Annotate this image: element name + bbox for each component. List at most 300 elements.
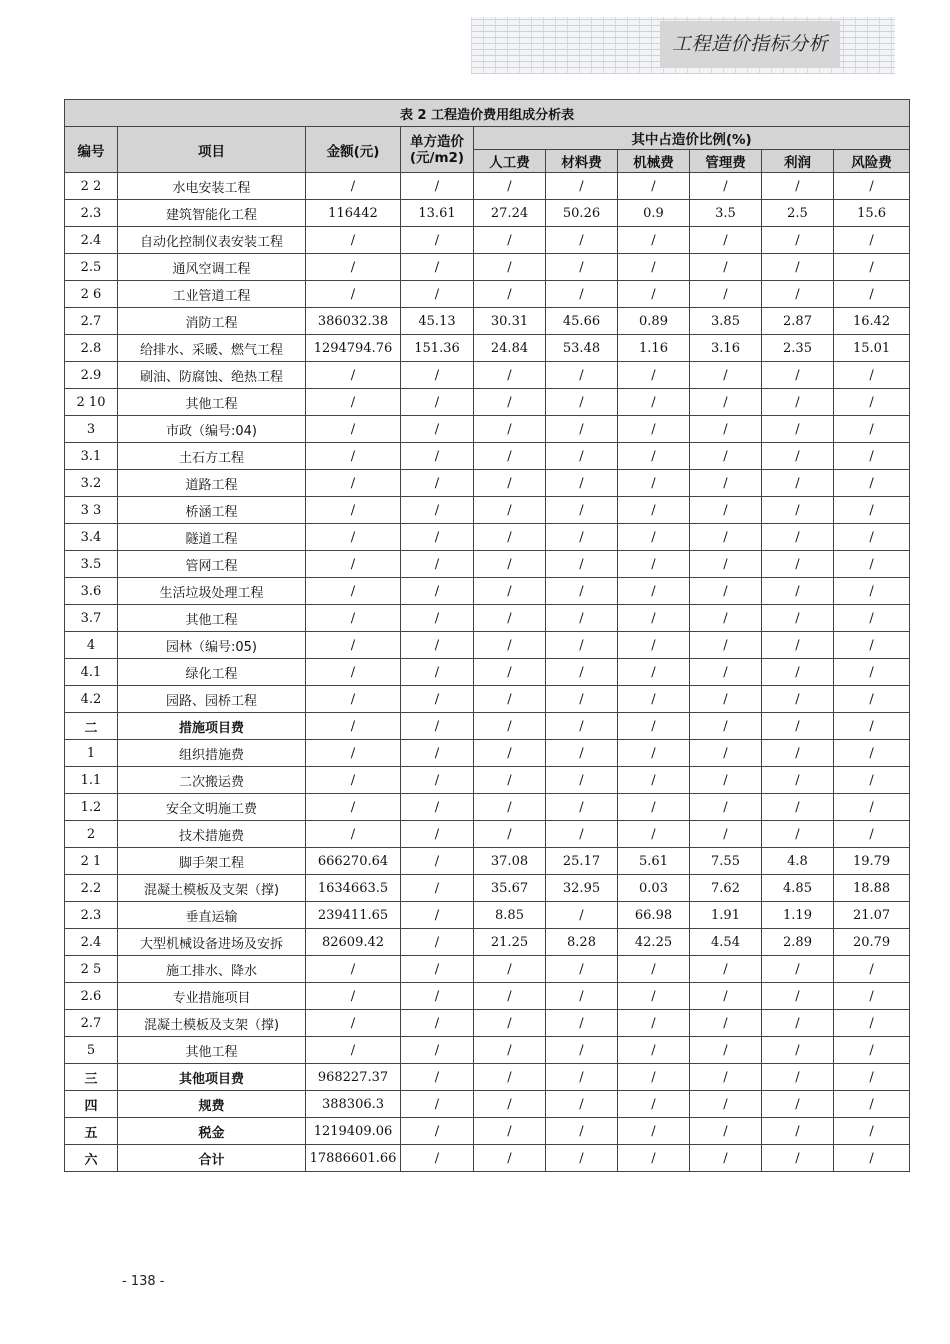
cell-profit: / (762, 254, 834, 281)
header-material: 材料费 (546, 150, 618, 173)
cell-item: 市政（编号:04) (118, 416, 306, 443)
cell-machine: / (618, 443, 690, 470)
cell-unit-price: / (401, 794, 474, 821)
cell-unit-price: / (401, 875, 474, 902)
table-row (65, 173, 910, 200)
cell-risk: / (834, 173, 910, 200)
header-code: 编号 (65, 127, 118, 173)
cell-item: 税金 (118, 1118, 306, 1145)
cell-amount: / (306, 389, 401, 416)
cell-item: 合计 (118, 1145, 306, 1172)
cell-material: / (546, 659, 618, 686)
cell-amount: / (306, 281, 401, 308)
header-amount: 金额(元) (306, 127, 401, 173)
table-row (65, 902, 910, 929)
cell-unit-price: / (401, 443, 474, 470)
table-row (65, 659, 910, 686)
cell-code: 四 (65, 1091, 118, 1118)
cell-code: 1.2 (65, 794, 118, 821)
cell-unit-price: / (401, 362, 474, 389)
cell-machine: / (618, 524, 690, 551)
cell-labor: 30.31 (474, 308, 546, 335)
cell-unit-price: / (401, 524, 474, 551)
cell-amount: 1219409.06 (306, 1118, 401, 1145)
cell-labor: / (474, 794, 546, 821)
cell-machine: / (618, 1145, 690, 1172)
cell-material: / (546, 983, 618, 1010)
cell-amount: 1634663.5 (306, 875, 401, 902)
cell-profit: / (762, 821, 834, 848)
table-row (65, 821, 910, 848)
cell-management: / (690, 1064, 762, 1091)
cell-code: 5 (65, 1037, 118, 1064)
cell-machine: / (618, 983, 690, 1010)
cell-risk: / (834, 470, 910, 497)
cell-machine: / (618, 632, 690, 659)
cell-machine: 5.61 (618, 848, 690, 875)
cell-machine: / (618, 1118, 690, 1145)
cell-item: 施工排水、降水 (118, 956, 306, 983)
table-row (65, 551, 910, 578)
cell-risk: / (834, 551, 910, 578)
cell-machine: / (618, 686, 690, 713)
cell-unit-price: / (401, 173, 474, 200)
cell-labor: / (474, 740, 546, 767)
cell-risk: / (834, 605, 910, 632)
cell-unit-price: / (401, 632, 474, 659)
cell-machine: / (618, 497, 690, 524)
table-row (65, 416, 910, 443)
cell-profit: / (762, 1064, 834, 1091)
cell-management: / (690, 1091, 762, 1118)
cell-unit-price: / (401, 227, 474, 254)
cell-labor: / (474, 524, 546, 551)
cell-unit-price: 151.36 (401, 335, 474, 362)
cell-risk: / (834, 713, 910, 740)
cell-labor: / (474, 578, 546, 605)
cell-labor: 8.85 (474, 902, 546, 929)
header-management: 管理费 (690, 150, 762, 173)
cell-management: / (690, 1010, 762, 1037)
cell-labor: / (474, 281, 546, 308)
cell-labor: / (474, 1010, 546, 1037)
cell-labor: / (474, 767, 546, 794)
cell-code: 3 3 (65, 497, 118, 524)
cell-item: 其他工程 (118, 1037, 306, 1064)
table-body (65, 173, 910, 1172)
cell-profit: / (762, 1091, 834, 1118)
cell-management: / (690, 1037, 762, 1064)
cell-labor: / (474, 254, 546, 281)
cell-material: / (546, 605, 618, 632)
cell-unit-price: / (401, 254, 474, 281)
cell-machine: / (618, 173, 690, 200)
cell-material: 53.48 (546, 335, 618, 362)
cell-amount: / (306, 956, 401, 983)
cell-unit-price: / (401, 740, 474, 767)
cell-unit-price: 45.13 (401, 308, 474, 335)
cell-amount: / (306, 416, 401, 443)
cell-machine: / (618, 1037, 690, 1064)
cell-code: 3.1 (65, 443, 118, 470)
cell-code: 2.7 (65, 1010, 118, 1037)
cell-management: / (690, 470, 762, 497)
cell-amount: / (306, 821, 401, 848)
cell-management: / (690, 416, 762, 443)
cell-code: 2.5 (65, 254, 118, 281)
cell-machine: / (618, 794, 690, 821)
cell-machine: 1.16 (618, 335, 690, 362)
table-row (65, 713, 910, 740)
cell-item: 自动化控制仪表安装工程 (118, 227, 306, 254)
cell-material: / (546, 956, 618, 983)
cell-profit: / (762, 362, 834, 389)
cell-unit-price: / (401, 848, 474, 875)
cell-labor: / (474, 605, 546, 632)
cell-risk: 15.01 (834, 335, 910, 362)
cell-profit: / (762, 686, 834, 713)
cell-material: / (546, 578, 618, 605)
cell-profit: / (762, 281, 834, 308)
cell-profit: / (762, 416, 834, 443)
cell-item: 土石方工程 (118, 443, 306, 470)
cell-material: / (546, 254, 618, 281)
cell-management: / (690, 281, 762, 308)
cell-code: 2 (65, 821, 118, 848)
cell-material: / (546, 551, 618, 578)
cell-item: 通风空调工程 (118, 254, 306, 281)
cell-management: / (690, 443, 762, 470)
cell-code: 六 (65, 1145, 118, 1172)
cell-item: 其他项目费 (118, 1064, 306, 1091)
cell-unit-price: / (401, 389, 474, 416)
cell-amount: 82609.42 (306, 929, 401, 956)
cell-labor: / (474, 1118, 546, 1145)
cell-profit: / (762, 659, 834, 686)
cell-labor: / (474, 1037, 546, 1064)
cell-machine: / (618, 254, 690, 281)
cell-machine: / (618, 956, 690, 983)
table-row (65, 983, 910, 1010)
cell-risk: / (834, 416, 910, 443)
cell-profit: / (762, 794, 834, 821)
cell-management: 3.5 (690, 200, 762, 227)
cell-item: 其他工程 (118, 389, 306, 416)
cell-management: / (690, 740, 762, 767)
cell-amount: 388306.3 (306, 1091, 401, 1118)
cell-code: 五 (65, 1118, 118, 1145)
cell-amount: / (306, 713, 401, 740)
cell-management: / (690, 524, 762, 551)
cell-profit: / (762, 578, 834, 605)
cell-labor: / (474, 659, 546, 686)
cell-profit: / (762, 524, 834, 551)
cell-profit: / (762, 389, 834, 416)
cell-item: 其他工程 (118, 605, 306, 632)
table-row (65, 497, 910, 524)
cell-amount: 968227.37 (306, 1064, 401, 1091)
table-row (65, 1010, 910, 1037)
cell-amount: / (306, 497, 401, 524)
cell-item: 安全文明施工费 (118, 794, 306, 821)
cell-management: 3.85 (690, 308, 762, 335)
cell-amount: / (306, 362, 401, 389)
cell-risk: / (834, 362, 910, 389)
cell-management: 4.54 (690, 929, 762, 956)
cell-labor: 35.67 (474, 875, 546, 902)
cell-profit: / (762, 956, 834, 983)
cell-profit: 2.35 (762, 335, 834, 362)
cell-amount: / (306, 740, 401, 767)
cell-amount: 17886601.66 (306, 1145, 401, 1172)
cell-code: 2 1 (65, 848, 118, 875)
page-number: - 138 - (122, 1274, 165, 1289)
cell-material: / (546, 443, 618, 470)
cell-unit-price: / (401, 659, 474, 686)
table-row (65, 335, 910, 362)
cell-code: 4 (65, 632, 118, 659)
cell-material: / (546, 1118, 618, 1145)
cell-labor: / (474, 497, 546, 524)
cell-machine: 66.98 (618, 902, 690, 929)
cell-management: / (690, 254, 762, 281)
cell-item: 园路、园桥工程 (118, 686, 306, 713)
header-title: 工程造价指标分析 (671, 33, 828, 55)
cell-unit-price: / (401, 1091, 474, 1118)
cell-profit: / (762, 470, 834, 497)
cell-profit: 2.5 (762, 200, 834, 227)
cell-code: 2.2 (65, 875, 118, 902)
cell-risk: / (834, 740, 910, 767)
cell-code: 2.3 (65, 200, 118, 227)
cell-amount: 386032.38 (306, 308, 401, 335)
table-row (65, 632, 910, 659)
cell-code: 4.1 (65, 659, 118, 686)
cell-unit-price: / (401, 605, 474, 632)
table-row (65, 227, 910, 254)
cell-code: 3 (65, 416, 118, 443)
cell-item: 隧道工程 (118, 524, 306, 551)
cell-management: / (690, 173, 762, 200)
cell-risk: / (834, 659, 910, 686)
cell-amount: / (306, 632, 401, 659)
cell-management: 7.62 (690, 875, 762, 902)
cell-material: 25.17 (546, 848, 618, 875)
cell-material: / (546, 362, 618, 389)
cell-management: / (690, 686, 762, 713)
cell-profit: / (762, 713, 834, 740)
cell-item: 技术措施费 (118, 821, 306, 848)
cell-code: 2.4 (65, 929, 118, 956)
cell-machine: / (618, 470, 690, 497)
cell-item: 绿化工程 (118, 659, 306, 686)
table-row (65, 1118, 910, 1145)
cell-profit: / (762, 983, 834, 1010)
cell-machine: / (618, 281, 690, 308)
cell-machine: / (618, 659, 690, 686)
cell-machine: / (618, 416, 690, 443)
cell-profit: 4.85 (762, 875, 834, 902)
cell-machine: / (618, 1010, 690, 1037)
header-unit-price-line2: (元/m2) (409, 149, 465, 166)
cell-machine: 0.9 (618, 200, 690, 227)
cell-amount: / (306, 983, 401, 1010)
table-row (65, 200, 910, 227)
cell-risk: / (834, 254, 910, 281)
cell-code: 3.4 (65, 524, 118, 551)
cell-profit: 2.89 (762, 929, 834, 956)
table-row (65, 929, 910, 956)
table-row (65, 875, 910, 902)
cell-code: 2.9 (65, 362, 118, 389)
cell-management: / (690, 632, 762, 659)
cell-material: 8.28 (546, 929, 618, 956)
cell-management: / (690, 389, 762, 416)
cell-risk: / (834, 821, 910, 848)
cell-code: 2.6 (65, 983, 118, 1010)
cell-labor: / (474, 713, 546, 740)
cell-machine: / (618, 767, 690, 794)
cell-amount: / (306, 1010, 401, 1037)
cell-item: 混凝土模板及支架（撑) (118, 875, 306, 902)
cell-item: 脚手架工程 (118, 848, 306, 875)
cell-amount: / (306, 254, 401, 281)
cell-profit: / (762, 767, 834, 794)
cell-unit-price: / (401, 1118, 474, 1145)
cell-risk: / (834, 1010, 910, 1037)
cell-profit: / (762, 1037, 834, 1064)
table-row (65, 362, 910, 389)
cell-management: / (690, 362, 762, 389)
cell-amount: 116442 (306, 200, 401, 227)
cell-amount: / (306, 578, 401, 605)
table-row (65, 1091, 910, 1118)
cell-amount: / (306, 524, 401, 551)
table-row (65, 767, 910, 794)
cell-labor: / (474, 1091, 546, 1118)
cell-material: / (546, 416, 618, 443)
cell-unit-price: / (401, 929, 474, 956)
cell-labor: / (474, 470, 546, 497)
cell-management: / (690, 227, 762, 254)
cell-amount: / (306, 659, 401, 686)
cell-management: / (690, 659, 762, 686)
cell-code: 3.2 (65, 470, 118, 497)
cell-risk: / (834, 983, 910, 1010)
table-row (65, 578, 910, 605)
header-item: 项目 (118, 127, 306, 173)
cell-unit-price: / (401, 713, 474, 740)
cell-risk: / (834, 1037, 910, 1064)
cell-management: / (690, 1145, 762, 1172)
cell-risk: / (834, 389, 910, 416)
cell-risk: / (834, 632, 910, 659)
cell-profit: 4.8 (762, 848, 834, 875)
cell-labor: / (474, 821, 546, 848)
cell-management: / (690, 794, 762, 821)
cell-profit: / (762, 632, 834, 659)
cell-labor: / (474, 551, 546, 578)
cell-risk: 16.42 (834, 308, 910, 335)
cell-material: / (546, 740, 618, 767)
cell-risk: 19.79 (834, 848, 910, 875)
cell-profit: 1.19 (762, 902, 834, 929)
cell-management: 3.16 (690, 335, 762, 362)
cell-item: 专业措施项目 (118, 983, 306, 1010)
header-risk: 风险费 (834, 150, 910, 173)
cell-management: / (690, 578, 762, 605)
cell-item: 生活垃圾处理工程 (118, 578, 306, 605)
cell-machine: / (618, 362, 690, 389)
cell-profit: / (762, 740, 834, 767)
header-machine: 机械费 (618, 150, 690, 173)
cell-amount: / (306, 605, 401, 632)
cell-unit-price: / (401, 1010, 474, 1037)
cell-profit: / (762, 1145, 834, 1172)
cell-labor: / (474, 362, 546, 389)
cell-risk: / (834, 227, 910, 254)
cell-material: / (546, 227, 618, 254)
cell-code: 4.2 (65, 686, 118, 713)
cell-code: 2 2 (65, 173, 118, 200)
cell-unit-price: / (401, 767, 474, 794)
cell-profit: / (762, 1118, 834, 1145)
cell-labor: / (474, 389, 546, 416)
cell-item: 组织措施费 (118, 740, 306, 767)
table-row (65, 470, 910, 497)
cell-labor: / (474, 956, 546, 983)
table-row (65, 281, 910, 308)
cell-unit-price: / (401, 956, 474, 983)
cell-material: / (546, 1145, 618, 1172)
cell-code: 二 (65, 713, 118, 740)
cell-risk: 20.79 (834, 929, 910, 956)
cell-management: / (690, 956, 762, 983)
cell-labor: / (474, 173, 546, 200)
cell-material: / (546, 497, 618, 524)
cell-code: 2.4 (65, 227, 118, 254)
cell-code: 2 6 (65, 281, 118, 308)
table-row (65, 254, 910, 281)
cell-unit-price: / (401, 578, 474, 605)
cell-machine: / (618, 227, 690, 254)
cell-management: / (690, 497, 762, 524)
cell-item: 规费 (118, 1091, 306, 1118)
cell-machine: / (618, 1091, 690, 1118)
cell-item: 建筑智能化工程 (118, 200, 306, 227)
cell-management: / (690, 713, 762, 740)
cell-code: 2 5 (65, 956, 118, 983)
cell-material: / (546, 389, 618, 416)
cell-material: / (546, 1091, 618, 1118)
cell-risk: / (834, 1145, 910, 1172)
cell-labor: / (474, 416, 546, 443)
cell-amount: 1294794.76 (306, 335, 401, 362)
cell-code: 2 10 (65, 389, 118, 416)
cell-unit-price: / (401, 551, 474, 578)
cell-item: 刷油、防腐蚀、绝热工程 (118, 362, 306, 389)
cell-material: / (546, 794, 618, 821)
header-labor: 人工费 (474, 150, 546, 173)
cell-profit: / (762, 551, 834, 578)
table-row (65, 686, 910, 713)
cell-material: 50.26 (546, 200, 618, 227)
cell-management: / (690, 983, 762, 1010)
cell-labor: 27.24 (474, 200, 546, 227)
cell-machine: 42.25 (618, 929, 690, 956)
header-unit-price (401, 127, 474, 173)
table-row (65, 524, 910, 551)
